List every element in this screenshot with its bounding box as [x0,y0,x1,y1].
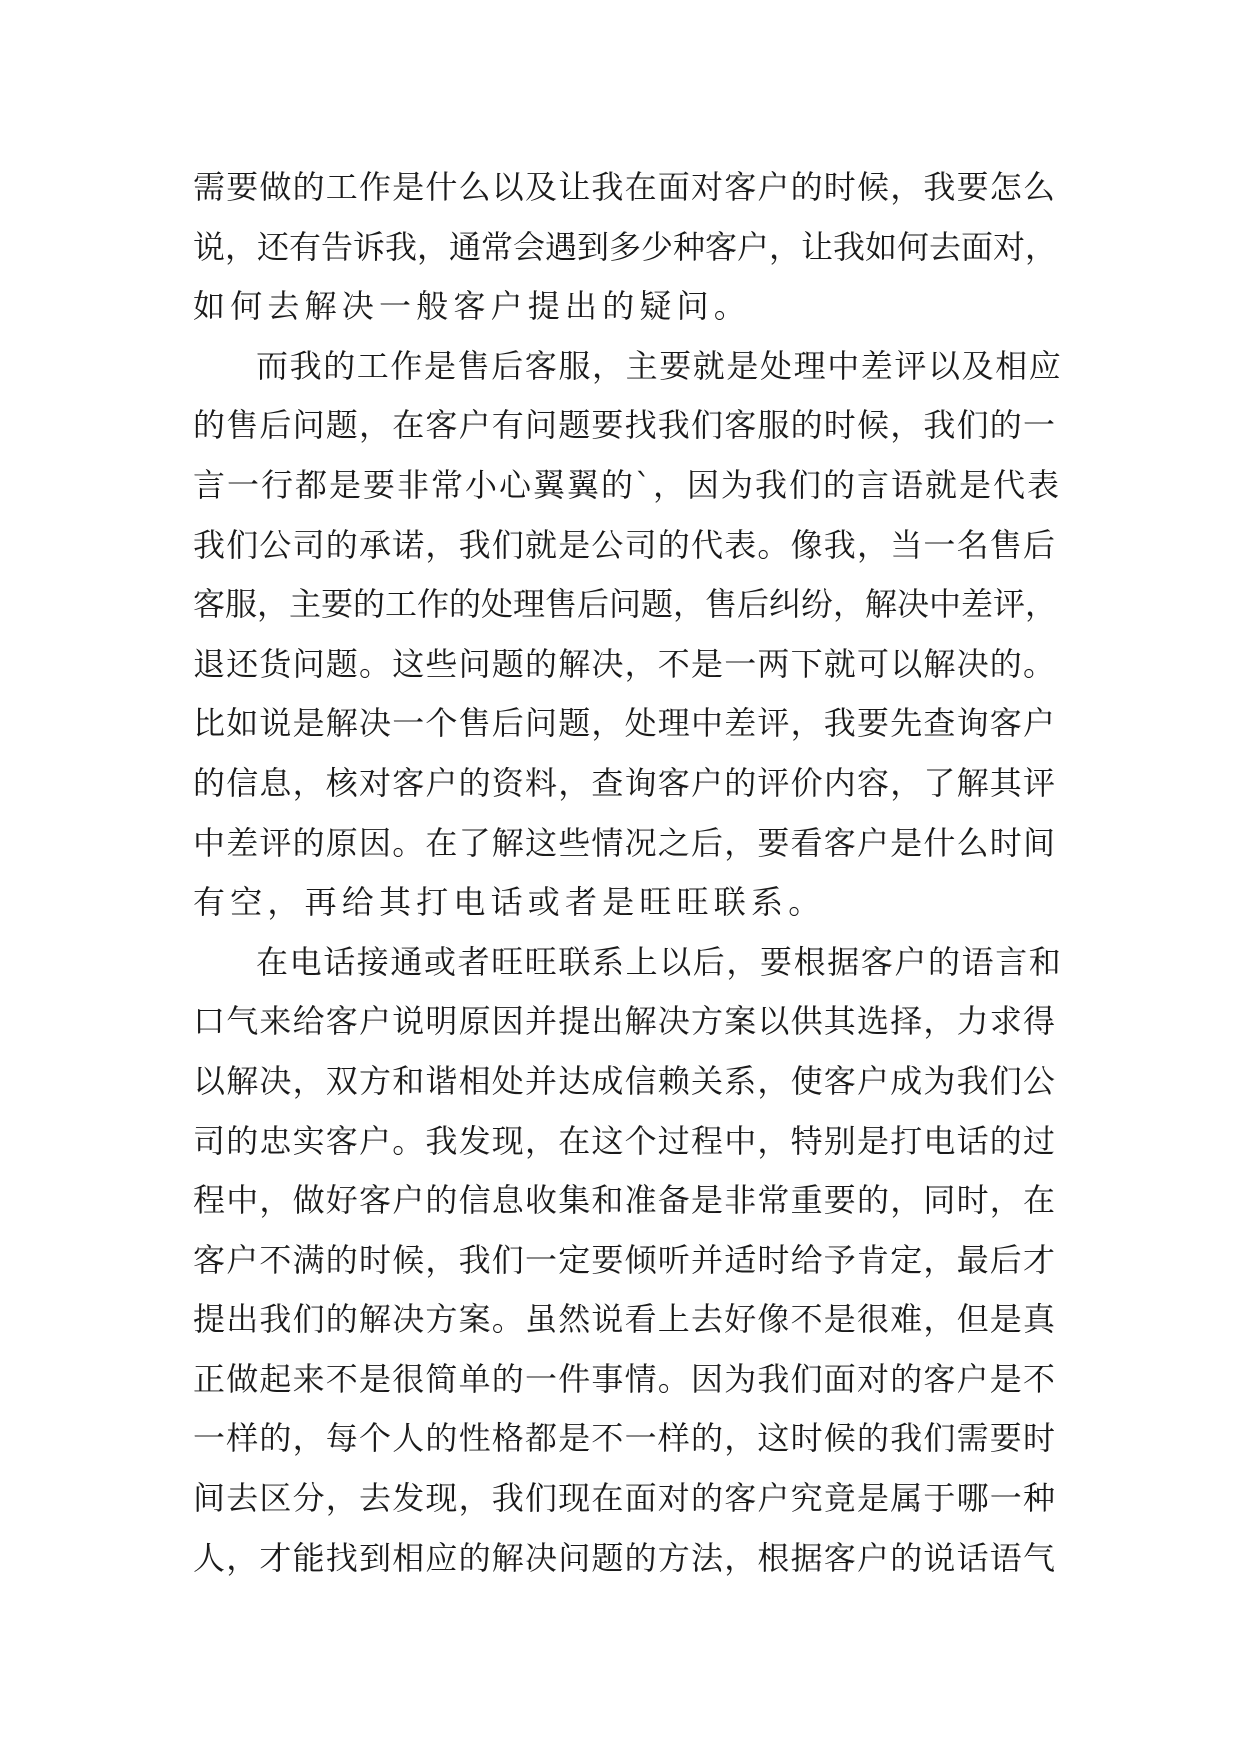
text-line: 比如说是解决一个售后问题，处理中差评，我要先查询客户 [193,704,1057,743]
text-line: 司的忠实客户。我发现，在这个过程中，特别是打电话的过 [193,1121,1057,1160]
text-line: 间去区分，去发现，我们现在面对的客户究竟是属于哪一种 [193,1479,1057,1518]
text-line: 退还货问题。这些问题的解决，不是一两下就可以解决的。 [193,644,1057,683]
text-line: 客户不满的时候，我们一定要倾听并适时给予肯定，最后才 [193,1240,1057,1279]
body-text [193,158,1063,1588]
text-line: 一样的，每个人的性格都是不一样的，这时候的我们需要时 [193,1419,1057,1458]
text-line: 人，才能找到相应的解决问题的方法，根据客户的说话语气 [193,1538,1057,1577]
text-line: 有空，再给其打电话或者是旺旺联系。 [193,883,826,922]
text-line: 如何去解决一般客户提出的疑问。 [193,287,752,326]
text-line: 的售后问题，在客户有问题要找我们客服的时候，我们的一 [193,406,1057,445]
text-line: 的信息，核对客户的资料，查询客户的评价内容，了解其评 [193,763,1057,802]
text-line: 以解决，双方和谐相处并达成信赖关系，使客户成为我们公 [193,1061,1057,1100]
paragraph-first-line: 在电话接通或者旺旺联系上以后，要根据客户的语言和 [256,942,1063,981]
paragraph-first-line: 而我的工作是售后客服，主要就是处理中差评以及相应 [256,346,1063,385]
text-line: 说，还有告诉我，通常会遇到多少种客户，让我如何去面对， [193,227,1058,266]
text-line: 言一行都是要非常小心翼翼的`，因为我们的言语就是代表 [193,465,1062,504]
text-line: 口气来给客户说明原因并提出解决方案以供其选择，力求得 [193,1002,1057,1041]
text-line: 我们公司的承诺，我们就是公司的代表。像我，当一名售后 [193,525,1057,564]
text-line: 程中，做好客户的信息收集和准备是非常重要的，同时，在 [193,1181,1057,1220]
text-line: 提出我们的解决方案。虽然说看上去好像不是很难，但是真 [193,1300,1057,1339]
text-line: 中差评的原因。在了解这些情况之后，要看客户是什么时间 [193,823,1057,862]
text-line: 客服，主要的工作的处理售后问题，售后纠纷，解决中差评， [193,585,1058,624]
text-line: 正做起来不是很简单的一件事情。因为我们面对的客户是不 [193,1359,1057,1398]
text-line: 需要做的工作是什么以及让我在面对客户的时候，我要怎么 [193,168,1057,206]
